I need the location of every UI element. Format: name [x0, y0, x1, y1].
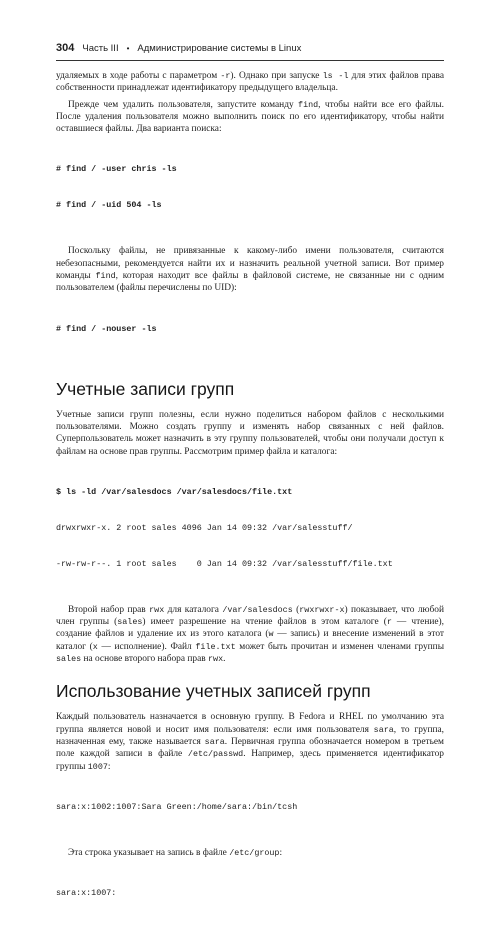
paragraph-4: Учетные записи групп полезны, если нужно поделиться набором файлов с несколькими пользователями. Можно создать группу и изменять набор связанных с ней файлов. Суперпользователь может назначить в эту группу пользователей, чтобы они получали доступ к файлам на основе прав группы. Рассмотрим пример файла и каталога: — [56, 409, 444, 457]
section-heading-group-accounts: Учетные записи групп — [56, 378, 235, 399]
inline-code: file.txt — [195, 641, 236, 652]
inline-code: /var/salesdocs — [222, 604, 293, 615]
section-title: Администрирование системы в Linux — [137, 43, 302, 54]
text: Второй набор прав — [68, 604, 150, 615]
inline-code: find — [298, 99, 319, 110]
code-line: # find / -nouser -ls — [56, 323, 157, 334]
bullet-separator: • — [126, 44, 130, 53]
text: — чтение), создание файлов и удаление их из этого каталога ( — [56, 617, 444, 640]
code-block-4 — [56, 777, 444, 837]
text: ). Однако при запуске — [230, 71, 323, 81]
text: — исполнение). Файл — [97, 641, 196, 652]
code-line: drwxrwxr-x. 2 root sales 4096 Jan 14 09:32 /var/salesstuff/ — [56, 522, 353, 533]
inline-code: sales — [117, 617, 143, 628]
inline-code: ls -l — [322, 71, 349, 81]
inline-code: r — [386, 617, 392, 628]
paragraph-2 — [56, 99, 444, 136]
inline-code: rwx — [208, 654, 224, 665]
inline-code: sara — [204, 736, 225, 747]
text: ) показывает, что любой член группы ( — [56, 604, 445, 628]
text: для каталога — [164, 604, 223, 615]
inline-code: w — [268, 629, 274, 640]
running-header — [56, 42, 444, 56]
text: — запись) и внесение изменений в этот каталог ( — [56, 629, 444, 652]
inline-code: x — [92, 641, 98, 652]
code-line: # find / -user chris -ls — [56, 164, 177, 175]
paragraph-6 — [56, 711, 444, 772]
inline-code: rwxrwxr-x — [299, 604, 345, 615]
inline-code: -r — [220, 71, 231, 81]
text: : — [279, 847, 283, 858]
text: . Первичная группа обозначается номером в третьем поле каждой записи в файле — [56, 736, 444, 760]
code-line: sara:x:1007: — [56, 888, 117, 899]
text: Каждый пользователь назначается в основную группу. В Fedora и RHEL по умолчанию эта группа является новой и носит имя пользователя: если имя пользователя — [56, 712, 444, 735]
paragraph-3 — [56, 245, 444, 294]
text: Поскольку файлы, не привязанные к какому-либо имени пользователя, считаются небезопасными, рекомендуется найти их и назначить реальной учетной записи. Вот пример команды — [56, 246, 444, 282]
paragraph-7 — [56, 847, 444, 859]
inline-code: rwx — [149, 604, 165, 615]
page-number: 304 — [56, 42, 75, 54]
code-line: # find / -uid 504 -ls — [56, 200, 162, 211]
code-block-1 — [56, 139, 444, 235]
inline-code: sales — [56, 654, 82, 665]
page-body — [56, 70, 444, 933]
paragraph-5 — [56, 604, 444, 665]
code-line: -rw-rw-r--. 1 root sales 0 Jan 14 09:32 /var/salesstuff/file.txt — [56, 558, 393, 569]
code-block-5 — [56, 863, 444, 923]
part-label: Часть III — [82, 43, 119, 54]
code-line: $ ls -ld /var/salesdocs /var/salesdocs/file.txt — [56, 486, 293, 497]
code-line: sara:x:1002:1007:Sara Green:/home/sara:/bin/tcsh — [56, 801, 298, 812]
inline-code: /etc/passwd — [187, 749, 244, 760]
inline-code: /etc/group — [229, 847, 280, 858]
header-rule — [56, 60, 444, 61]
text: Эта строка указывает на запись в файле — [68, 847, 230, 858]
text: для этих файлов права собственности принадлежат идентификатору предыдущего владельца. — [56, 71, 444, 94]
text: . Например, здесь применяется идентификатор группы — [56, 749, 444, 772]
paragraph-1 — [56, 70, 444, 95]
text: . — [223, 654, 226, 665]
code-block-3 — [56, 462, 444, 594]
text: Прежде чем удалить пользователя, запустите команду — [68, 99, 299, 110]
inline-code: 1007 — [87, 761, 108, 772]
section-heading-using-group-accounts: Использование учетных записей групп — [56, 681, 371, 702]
inline-code: find — [95, 271, 116, 282]
text: , то группа, назначенная ему, также называется — [56, 724, 444, 747]
text: : — [107, 761, 111, 772]
text: может быть прочитан и изменен членами группы — [235, 641, 444, 652]
text: на основе второго набора прав — [81, 654, 209, 665]
text: , которая находит все файлы в файловой системе, не связанные ни с одним пользователем (файлы перечислены по UID): — [56, 271, 444, 294]
text: ( — [292, 604, 300, 615]
text: удаляемых в ходе работы с параметром — [56, 71, 221, 81]
inline-code: sara — [373, 724, 394, 735]
text: , чтобы найти все его файлы. После удаления пользователя можно выполнить поиск по его идентификатору, чтобы найти оставшиеся файлы. Два варианта поиска: — [56, 99, 444, 135]
text: ) имеет разрешение на чтение файлов в этом каталоге ( — [142, 617, 387, 628]
code-block-2 — [56, 299, 444, 359]
